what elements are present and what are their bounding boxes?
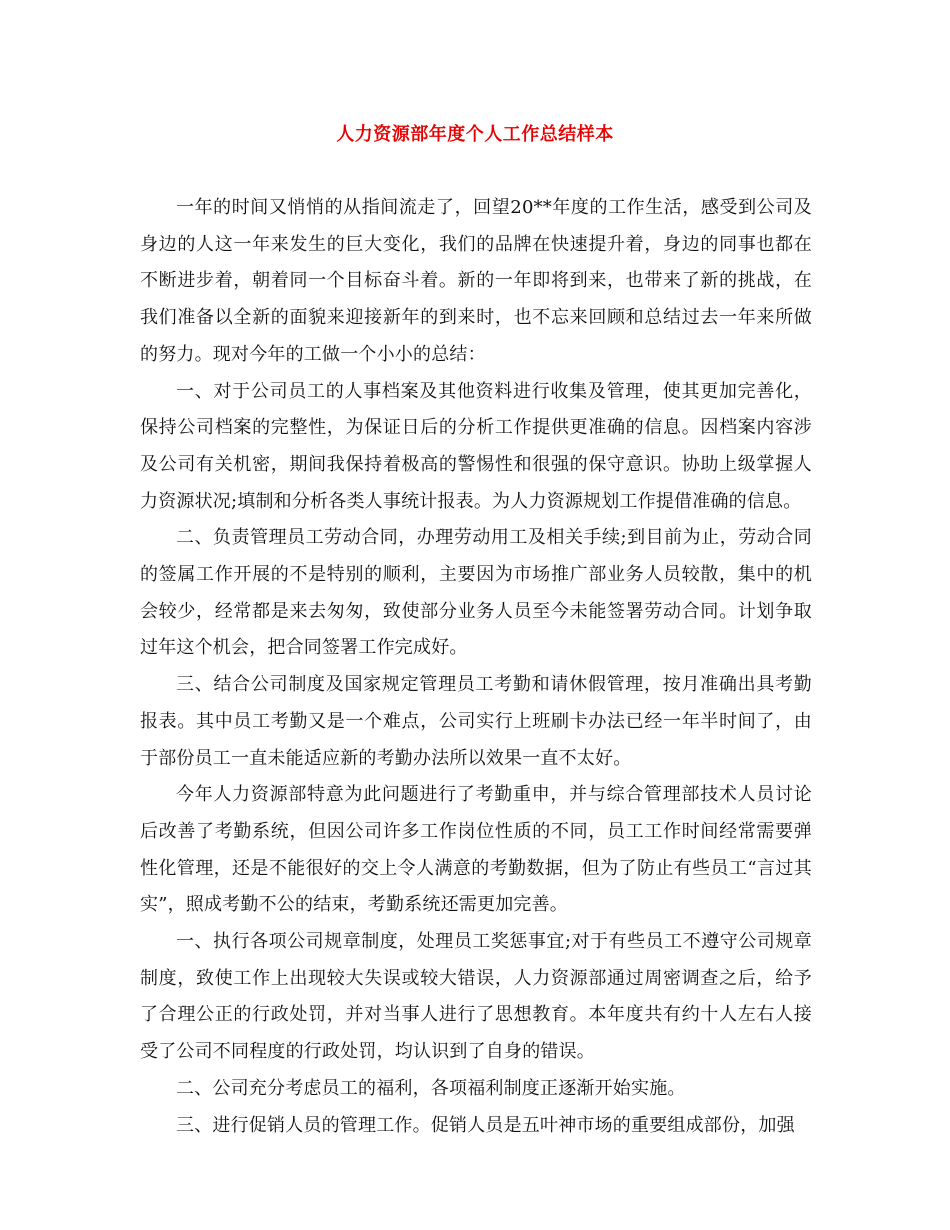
document-body <box>140 190 812 1144</box>
paragraph-welfare: 二、公司充分考虑员工的福利，各项福利制度正逐渐开始实施。 <box>176 1077 686 1099</box>
paragraph-attendance-system: 今年人力资源部特意为此问题进行了考勤重申，并与综合管理部技术人员讨论后改善了考勤系统，但因公司许多工作岗位性质的不同，员工工作时间经常需要弹性化管理，还是不能很好的交上令人满意的考勤数据，但为了防止有些员工“言过其实”，照成考勤不公的结束，考勤系统还需更加完善。 <box>140 784 812 916</box>
document-title: 人力资源部年度个人工作总结样本 <box>336 124 614 145</box>
paragraph-intro: 一年的时间又悄悄的从指间流走了，回望20**年度的工作生活，感受到公司及身边的人这一年来发生的巨大变化，我们的品牌在快速提升着，身边的同事也都在不断进步着，朝着同一个目标奋斗着。新的一年即将到来，也带来了新的挑战，在我们准备以全新的面貌来迎接新年的到来时，也不忘来回顾和总结过去一年来所做的努力。现对今年的工做一个小小的总结： <box>140 197 812 365</box>
paragraph-labor-contracts: 二、负责管理员工劳动合同，办理劳动用工及相关手续;到目前为止，劳动合同的签属工作开展的不是特别的顺利，主要因为市场推广部业务人员较散，集中的机会较少，经常都是来去匆匆，致使部分业务人员至今未能签署劳动合同。计划争取过年这个机会，把合同签署工作完成好。 <box>140 527 812 659</box>
paragraph-attendance: 三、结合公司制度及国家规定管理员工考勤和请休假管理，按月准确出具考勤报表。其中员工考勤又是一个难点，公司实行上班刷卡办法已经一年半时间了，由于部份员工一直未能适应新的考勤办法所以效果一直不太好。 <box>140 674 812 769</box>
paragraph-personnel-files: 一、对于公司员工的人事档案及其他资料进行收集及管理，使其更加完善化，保持公司档案的完整性，为保证日后的分析工作提供更准确的信息。因档案内容涉及公司有关机密，期间我保持着极高的警惕性和很强的保守意识。协助上级掌握人力资源状况;填制和分析各类人事统计报表。为人力资源规划工作提借准确的信息。 <box>140 380 812 512</box>
paragraph-regulations: 一、执行各项公司规章制度，处理员工奖惩事宜;对于有些员工不遵守公司规章制度，致使工作上出现较大失误或较大错误，人力资源部通过周密调查之后，给予了合理公正的行政处罚，并对当事人进行了思想教育。本年度共有约十人左右人接受了公司不同程度的行政处罚，均认识到了自身的错误。 <box>140 931 812 1063</box>
paragraph-promoters: 三、进行促销人员的管理工作。促销人员是五叶神市场的重要组成部份，加强 <box>176 1114 795 1136</box>
